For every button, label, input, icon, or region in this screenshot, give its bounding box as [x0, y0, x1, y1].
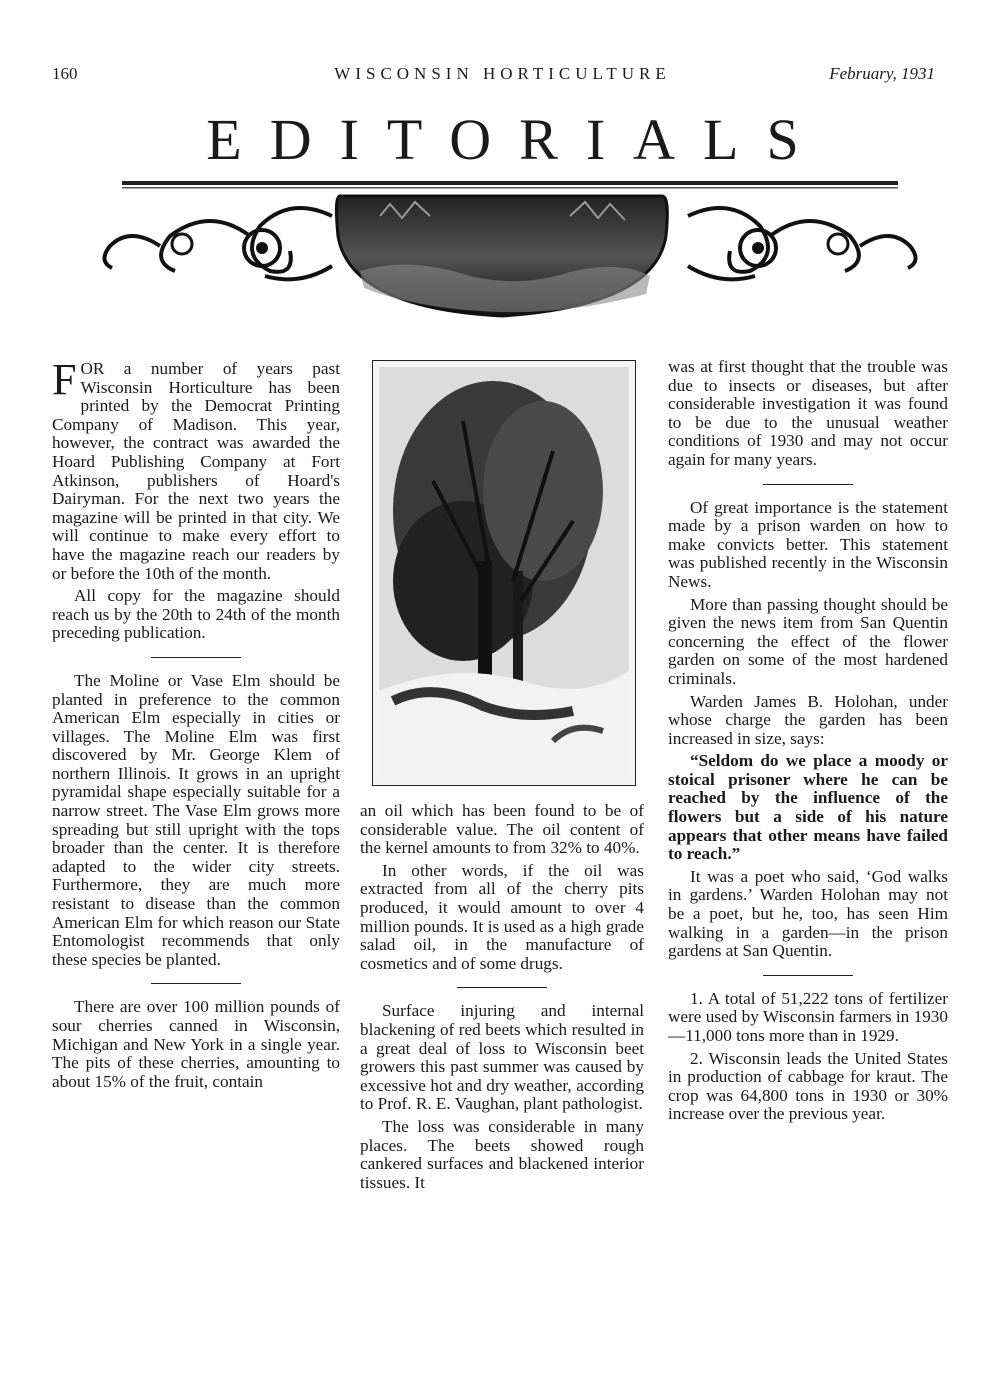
divider — [151, 983, 241, 984]
paragraph: Of great importance is the statement made by a prison warden on how to make convicts better. This statement was published recently in the Wisconsin News. — [668, 497, 948, 591]
paragraph: The loss was considerable in many places. The beets showed rough cankered surfaces and blackened interior tissues. It — [360, 1116, 644, 1192]
divider — [151, 657, 241, 658]
section-title: EDITORIALS — [206, 107, 827, 172]
divider — [457, 987, 547, 988]
paragraph: Warden James B. Holohan, under whose charge the garden has been increased in size, says: — [668, 691, 948, 748]
winter-tree-photo — [372, 360, 636, 786]
running-head — [0, 64, 1005, 92]
list-item: 2. Wisconsin leads the United States in production of cabbage for kraut. The crop was 64,800 tons in 1930 or 30% increase over the previous year. — [668, 1048, 948, 1124]
paragraph: In other words, if the oil was extracted from all of the cherry pits produced, it would amount to over 4 million pounds. It is used as a high grade salad oil, in the manufacture of cosmetics and of some drugs. — [360, 860, 644, 973]
paragraph: Surface injuring and internal blackening of red beets which resulted in a great deal of loss to Wisconsin beet growers this past summer was caused by excessive hot and dry weather, according to Prof. R. E. Vaughan, plant pathologist. — [360, 1001, 644, 1114]
journal-title: WISCONSIN HORTICULTURE — [334, 64, 671, 83]
paragraph: was at first thought that the trouble was due to insects or diseases, but after considerable investigation it was found to be due to the unusual weather conditions of 1930 and may not occur again for many years. — [668, 357, 948, 469]
column-middle — [360, 802, 644, 1196]
column-left — [52, 355, 340, 1095]
paragraph: It was a poet who said, ‘God walks in gardens.’ Warden Holohan may not be a poet, but he, too, has seen Him walking in a garden—in the prison gardens at San Quentin. — [668, 866, 948, 961]
quotation: “Seldom do we place a moody or stoical prisoner where he can be reached by the influence of the flowers but a side of his nature appears that other means have failed to reach.” — [668, 751, 948, 864]
page-number: 160 — [52, 64, 78, 83]
divider — [763, 484, 853, 485]
paragraph — [52, 355, 340, 583]
paragraph: an oil which has been found to be of considerable value. The oil content of the kernel amounts to from 32% to 40%. — [360, 801, 644, 858]
decorative-banner — [50, 176, 970, 336]
paragraph: The Moline or Vase Elm should be planted in preference to the common American Elm especially in cities or villages. The Moline Elm was first discovered by Mr. George Klem of northern Illinois. It grows in an upright pyramidal shape especially suitable for a narrow street. The Vase Elm grows more spreading but still upright with the tops broader than the center. It is therefore adapted to the wider city streets. Furthermore, they are much more resistant to disease than the common American Elm for which reason our State Entomologist recommends that only these species be planted. — [52, 670, 340, 969]
paragraph: There are over 100 million pounds of sour cherries canned in Wisconsin, Michigan and New York in a single year. The pits of these cherries, amounting to about 15% of the fruit, contain — [52, 997, 340, 1091]
drop-cap: F — [52, 355, 77, 404]
column-right — [668, 358, 948, 1128]
list-item: 1. A total of 51,222 tons of fertilizer were used by Wisconsin farmers in 1930—11,000 tons more than in 1929. — [668, 988, 948, 1045]
paragraph-text: OR a number of years past Wisconsin Horticulture has been printed by the Democrat Printing Company of Madison. This year, however, the contract was awarded the Hoard Publishing Company at Fort Atkinson, publishers of Hoard's Dairyman. For the next two years the magazine will be printed in that city. We will continue to make every effort to have the magazine reach our readers by or before the 10th of the month. — [52, 359, 340, 583]
issue-date: February, 1931 — [829, 64, 935, 83]
paragraph: More than passing thought should be given the news item from San Quentin concerning the effect of the flower garden on some of the most hardened criminals. — [668, 594, 948, 688]
divider — [763, 975, 853, 976]
paragraph: All copy for the magazine should reach us by the 20th to 24th of the month preceding publication. — [52, 586, 340, 643]
